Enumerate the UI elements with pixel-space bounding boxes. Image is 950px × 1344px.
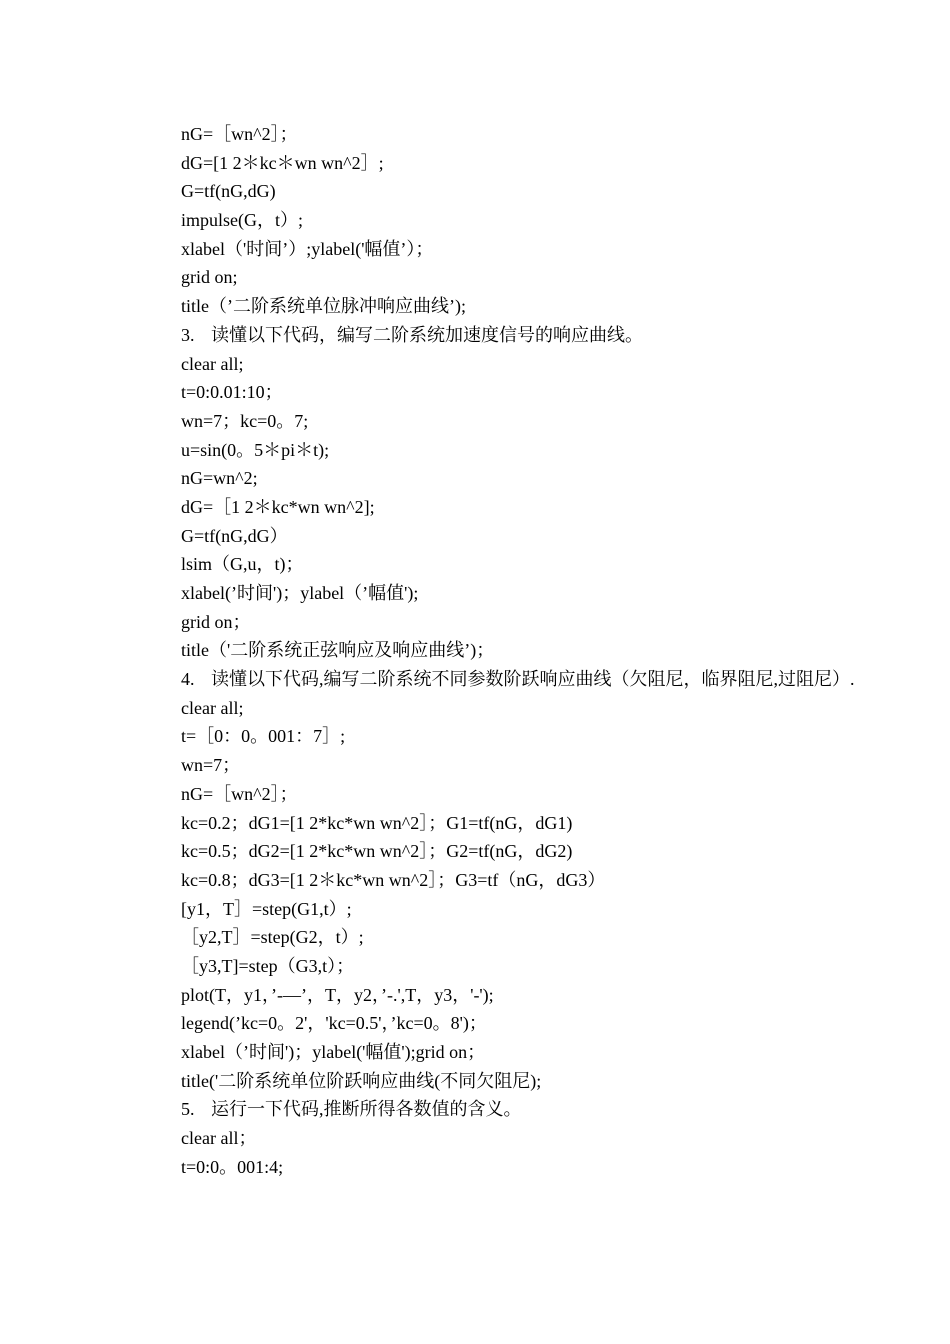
code-line: kc=0.5；dG2=[1 2*kc*wn wn^2］；G2=tf(nG，dG2): [181, 841, 573, 862]
code-line: clear all；: [181, 1128, 257, 1149]
code-line: t=［0：0。001：7］;: [181, 726, 346, 747]
code-line: nG=wn^2;: [181, 468, 258, 489]
code-line: G=tf(nG,dG): [181, 181, 276, 202]
list-text: 读懂以下代码,编写二阶系统不同参数阶跃响应曲线（欠阻尼，临界阻尼,过阻尼）.: [211, 669, 855, 690]
code-line: t=0:0。001:4;: [181, 1156, 284, 1177]
list-text: 读懂以下代码，编写二阶系统加速度信号的响应曲线。: [211, 324, 643, 345]
code-line: dG=［1 2＊kc*wn wn^2];: [181, 496, 375, 517]
code-line: ［y3,T]=step（G3,t）；: [181, 955, 355, 976]
code-line: clear all;: [181, 697, 244, 718]
code-line: title('二阶系统单位阶跃响应曲线(不同欠阻尼);: [181, 1070, 542, 1091]
code-line: u=sin(0。5＊pi＊t);: [181, 439, 330, 460]
code-line: title（’二阶系统单位脉冲响应曲线’);: [181, 296, 466, 317]
code-line: clear all;: [181, 353, 244, 374]
code-line: t=0:0.01:10；: [181, 382, 283, 403]
code-line: xlabel（’时间')；ylabel('幅值');grid on；: [181, 1042, 486, 1063]
code-line: grid on;: [181, 267, 238, 288]
code-line: title（'二阶系统正弦响应及响应曲线’)；: [181, 640, 495, 661]
list-item-4: [181, 665, 861, 694]
document-page: [181, 120, 861, 1181]
list-number: 4.: [181, 669, 195, 690]
code-line: wn=7；kc=0。7;: [181, 410, 309, 431]
code-line: xlabel（'时间’）;ylabel('幅值’）；: [181, 238, 434, 259]
code-line: nG=［wn^2］；: [181, 783, 298, 804]
code-line: xlabel(’时间')；ylabel（’幅值');: [181, 583, 419, 604]
code-line: [y1，T］=step(G1,t）;: [181, 898, 352, 919]
code-line: G=tf(nG,dG）: [181, 525, 288, 546]
code-line: wn=7；: [181, 755, 241, 776]
code-line: plot(T，y1，’-—’，T，y2，’-.',T，y3，'-');: [181, 984, 494, 1005]
code-line: legend(’kc=0。2'，'kc=0.5'，’kc=0。8')；: [181, 1013, 487, 1034]
list-item-3: [181, 321, 861, 350]
code-line: kc=0.8；dG3=[1 2＊kc*wn wn^2］；G3=tf（nG，dG3）: [181, 869, 606, 890]
list-number: 5.: [181, 1099, 195, 1120]
code-line: ［y2,T］=step(G2，t）;: [181, 927, 364, 948]
code-line: lsim（G,u，t)；: [181, 554, 304, 575]
code-line: kc=0.2；dG1=[1 2*kc*wn wn^2］；G1=tf(nG，dG1): [181, 812, 573, 833]
code-line: nG=［wn^2］；: [181, 124, 298, 144]
list-text: 运行一下代码,推断所得各数值的含义。: [211, 1099, 522, 1120]
list-item-5: [181, 1095, 861, 1124]
list-number: 3.: [181, 324, 195, 345]
code-line: grid on；: [181, 611, 251, 632]
code-line: impulse(G，t）;: [181, 210, 303, 231]
code-line: dG=[1 2＊kc＊wn wn^2］;: [181, 152, 384, 173]
